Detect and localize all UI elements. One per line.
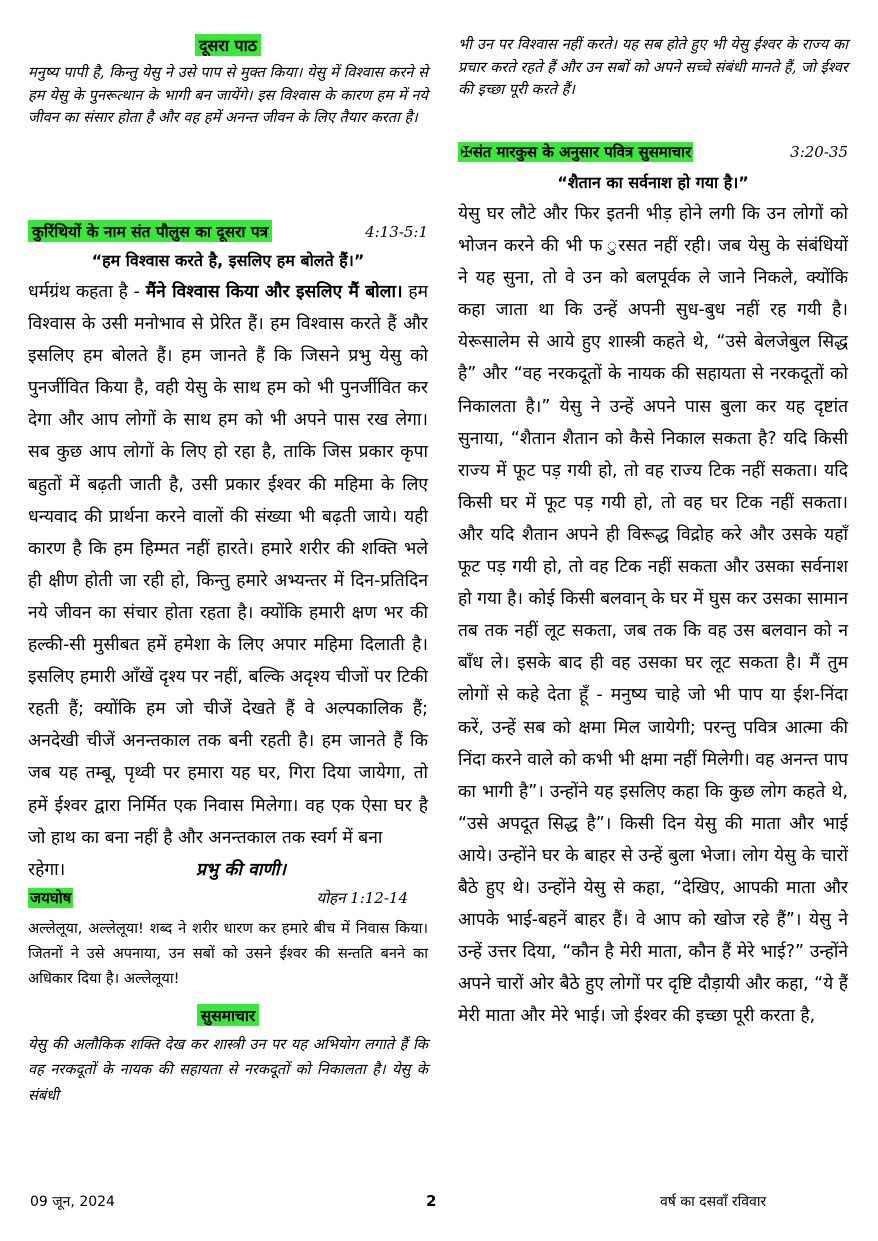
gospel-summary: येसु की अलौकिक शक्ति देख कर शास्त्री उन पर यह अभियोग लगाते हैं कि वह नरकदूतों के नायक की सहायता से नरकदूतों को निकालता है। येसु के संबंधी — [28, 1035, 428, 1104]
epistle-bold-quote: मैंने विश्वास किया और इसलिए मैं बोला। — [145, 282, 403, 302]
gospel-summary-continued: भी उन पर विश्वास नहीं करते। यह सब होते हुए भी येसु ईश्वर के राज्य का प्रचार करते रहते हैं और उन सबों को अपने सच्चे संबंधी मानते हैं, जो ईश्वर की इच्छा पूरी करते हैं। — [458, 36, 848, 98]
footer-date: 09 जून, 2024 — [30, 1194, 115, 1210]
footer-sunday: वर्ष का दसवाँ रविवार — [660, 1194, 767, 1210]
epistle-reference: 4:13-5:1 — [365, 223, 428, 241]
second-reading-heading: दूसरा पाठ — [195, 34, 261, 56]
acclamation-reference: योहन 1:12-14 — [316, 888, 408, 907]
gospel-reference: 3:20-35 — [790, 143, 848, 161]
gospel-text: येसु घर लौटे और फिर इतनी भीड़ होने लगी कि उन लोगों को भोजन करने की भी फ ुरसत नहीं रही। जब येसु के संबंधियों ने यह सुना, तो वे उन को बलपूर्वक ले जाने निकले, क्योंकि कहा जाता था कि उन्हें अपनी सुध-बुध नहीं रह गयी है। येरूसालेम से आये हुए शास्त्री कहते थे, “उसे बेलजेबुल सिद्ध है” और “वह नरकदूतों के नायक की सहायता से नरकदूतों को निकालता है।” येसु ने उन्हें अपने पास बुला कर यह दृष्टांत सुनाया, “शैतान शैतान को कैसे निकाल सकता है? यदि किसी राज्य में फूट पड़ गयी हो, तो वह राज्य टिक नहीं सकता। यदि किसी घर में फूट पड़ गयी हो, तो वह घर टिक नहीं सकता। और यदि शैतान अपने ही विरूद्ध विद्रोह करे और उसके यहाँ फूट पड़ गयी हो, तो वह टिक नहीं सकता और उसका सर्वनाश हो गया है। कोई किसी बलवान् के घर में घुस कर उसका सामान तब तक नहीं लूट सकता, जब तक कि वह उस बलवान को न बाँध ले। इसके बाद ही वह उसका घर लूट सकता है। मैं तुम लोगों से कहे देता हूँ - मनुष्य चाहे जो भी पाप या ईश-निंदा करें, उन्हें सब को क्षमा मिल जायेगी; परन्तु पवित्र आत्मा की निंदा करने वाले को कभी भी क्षमा नहीं मिलेगी। वह अनन्त पाप का भागी है”। उन्होंने यह इसलिए कहा कि कुछ लोग कहते थे, “उसे अपदूत सिद्ध है”। किसी दिन येसु की माता और भाई आये। उन्होंने घर के बाहर से उन्हें बुला भेजा। लोग येसु के चारों बैठे हुए थे। उन्होंने येसु से कहा, “देखिए, आपकी माता और आपके भाई-बहनें बाहर हैं। वे आप को खोज रहे हैं”। येसु ने उन्हें उत्तर दिया, “कौन है मेरी माता, कौन हैं मेरे भाई?” उन्होंने अपने चारों ओर बैठे हुए लोगों पर दृष्टि दौड़ायी और कहा, “ये हैं मेरी माता और मेरे भाई। जो ईश्वर की इच्छा पूरी करता है, — [458, 204, 848, 1027]
epistle-last-line: रहेगा। — [28, 859, 66, 880]
gospel-title: ✠संत मारकुस के अनुसार पवित्र सुसमाचार — [460, 143, 692, 161]
word-of-the-lord: प्रभु की वाणी। — [196, 859, 286, 880]
epistle-title: कुरिंथियों के नाम संत पौलुस का दूसरा पत्र — [28, 220, 272, 242]
right-column — [458, 34, 848, 1032]
left-column — [28, 34, 428, 1108]
cross-icon: ✠ — [460, 143, 473, 161]
gospel-heading: सुसमाचार — [197, 1004, 259, 1026]
page-number: 2 — [426, 1192, 437, 1210]
epistle-text: धर्मग्रंथ कहता है - मैंने विश्वास किया और इसलिए मैं बोला। हम विश्वास के उसी मनोभाव से प्रेरित हैं। हम विश्वास करते हैं और इसलिए हम बोलते हैं। हम जानते हैं कि जिसने प्रभु येसु को पुनर्जीवित किया है, वही येसु के साथ हम को भी पुनर्जीवित कर देगा और आप लोगों के साथ हम को भी अपने पास रख लेगा। सब कुछ आप लोगों के लिए हो रहा है, ताकि जिस प्रकार कृपा बहुतों में बढ़ती जाती है, उसी प्रकार ईश्वर की महिमा के लिए धन्यवाद की प्रार्थना करने वालों की संख्या भी बढ़ती जाये। यही कारण है कि हम हिम्मत नहीं हारते। हमारे शरीर की शक्ति भले ही क्षीण होती जा रही हो, किन्तु हमारे अभ्यन्तर में दिन-प्रतिदिन नये जीवन का संचार होता रहता है। क्योंकि हमारी क्षण भर की हल्की-सी मुसीबत हमें हमेशा के लिए अपार महिमा दिलाती है। इसलिए हमारी आँखें दृश्य पर नहीं, बल्कि अदृश्य चीजों पर टिकी रहती हैं; क्योंकि हम जो चीजें देखते हैं वे अल्पकालिक हैं; अनदेखी चीजें अनन्तकाल तक बनी रहती है। हम जानते हैं कि जब यह तम्बू, पृथ्वी पर हमारा यह घर, गिरा दिया जायेगा, तो हमें ईश्वर द्वारा निर्मित एक निवास मिलेगा। वह एक ऐसा घर है जो हाथ का बना नहीं है और अनन्तकाल तक स्वर्ग में बना — [28, 282, 428, 848]
second-reading-summary: मनुष्य पापी है, किन्तु येसु ने उसे पाप से मुक्त किया। येसु में विश्वास करने से हम येसु के पुनरूत्थान के भागी बन जायेंगे। इस विश्वास के कारण हम में नये जीवन का संसार होता है और वह हमें अनन्त जीवन के लिए तैयार करता है। — [28, 64, 428, 126]
epistle-quote: “हम विश्वास करते है, इसलिए हम बोलते हैं।” — [91, 251, 365, 270]
gospel-quote: “शैतान का सर्वनाश हो गया है।” — [557, 173, 749, 192]
acclamation-heading: जयघोष — [30, 888, 72, 907]
acclamation-text: अल्लेलूया, अल्लेलूया! शब्द ने शरीर धारण कर हमारे बीच में निवास किया। जितनों ने उसे अपनाया, उन सबों को उसने ईश्वर की सन्तति बनने का अधिकार दिया है। अल्लेलूया! — [28, 919, 428, 987]
